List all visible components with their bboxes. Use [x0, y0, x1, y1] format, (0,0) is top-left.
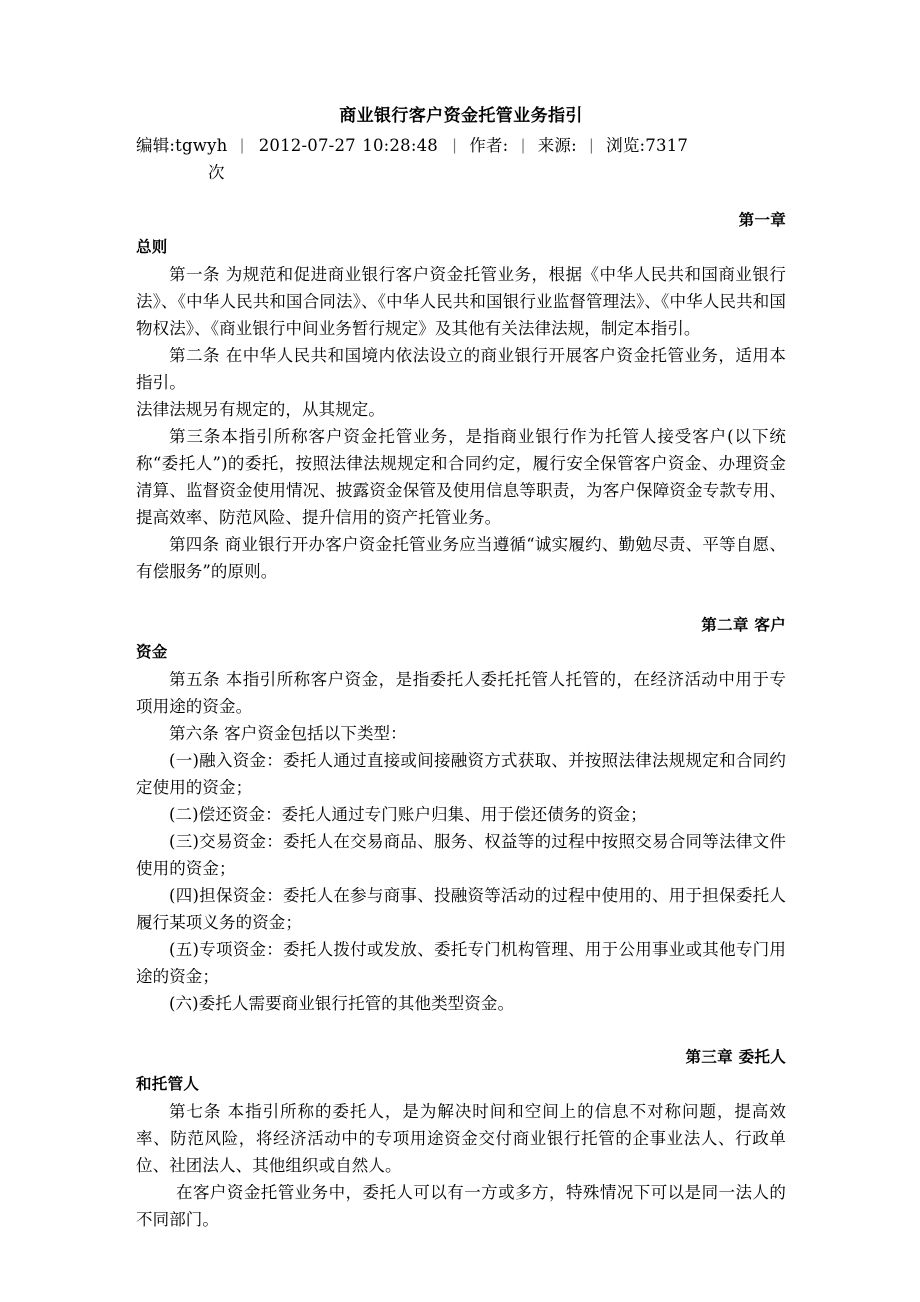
- meta-separator-2: |: [452, 136, 458, 154]
- chapter-1-title-right: 第一章: [738, 211, 786, 229]
- chapter-2-title-left: 资金: [136, 643, 168, 661]
- paragraph: 在客户资金托管业务中，委托人可以有一方或多方，特殊情况下可以是同一法人的不同部门。: [136, 1183, 786, 1229]
- page-title: 商业银行客户资金托管业务指引: [339, 106, 583, 126]
- document-content: [136, 103, 786, 1233]
- list-item: (一)融入资金：委托人通过直接或间接融资方式获取、并按照法律法规规定和合同约定使用的资金；: [136, 751, 786, 797]
- list-item: (二)偿还资金：委托人通过专门账户归集、用于偿还债务的资金；: [169, 805, 647, 824]
- chapter-heading-3: [136, 1044, 786, 1098]
- meta-source: 来源:: [537, 136, 577, 155]
- paragraph: 第三条本指引所称客户资金托管业务，是指商业银行作为托管人接受客户(以下统称“委托人”)的委托，按照法律法规规定和合同约定，履行安全保管客户资金、办理资金清算、监督资金使用情况、披露资金保管及使用信息等职责，为客户保障资金专款专用、提高效率、防范风险、提升信用的资产托管业务。: [136, 427, 786, 527]
- paragraph: 法律法规另有规定的，从其规定。: [136, 400, 385, 419]
- chapter-3-title-right: 第三章 委托人: [685, 1048, 786, 1066]
- list-item: (五)专项资金：委托人拨付或发放、委托专门机构管理、用于公用事业或其他专门用途的资金；: [136, 940, 786, 986]
- meta-separator-1: |: [239, 136, 245, 154]
- meta-separator-4: |: [588, 136, 595, 154]
- meta-views: 浏览:7317: [606, 136, 689, 155]
- meta-views-unit: 次: [208, 163, 225, 182]
- paragraph: 第二条 在中华人民共和国境内依法设立的商业银行开展客户资金托管业务，适用本指引。: [136, 346, 786, 392]
- paragraph: 第一条 为规范和促进商业银行客户资金托管业务，根据《中华人民共和国商业银行法》、《中华人民共和国合同法》、《中华人民共和国银行业监督管理法》、《中华人民共和国物权法》、《商业银行中间业务暂行规定》及其他有关法律法规，制定本指引。: [136, 265, 786, 338]
- document-meta: [136, 132, 786, 186]
- paragraph: 第五条 本指引所称客户资金，是指委托人委托托管人托管的，在经济活动中用于专项用途的资金。: [136, 670, 786, 716]
- paragraph: 第四条 商业银行开办客户资金托管业务应当遵循“诚实履约、勤勉尽责、平等自愿、有偿服务”的原则。: [136, 535, 786, 581]
- chapter-heading-2: [136, 612, 786, 666]
- chapter-2-title-right: 第二章 客户: [701, 616, 786, 634]
- meta-editor: 编辑:tgwyh: [136, 136, 228, 155]
- chapter-1-title-left: 总则: [136, 238, 168, 256]
- meta-datetime: 2012-07-27 10:28:48: [258, 136, 438, 155]
- list-item: (六)委托人需要商业银行托管的其他类型资金。: [169, 994, 515, 1013]
- list-item: (四)担保资金：委托人在参与商事、投融资等活动的过程中使用的、用于担保委托人履行某项义务的资金；: [136, 886, 786, 932]
- chapter-heading-1: [136, 207, 786, 261]
- meta-separator-3: |: [520, 136, 526, 154]
- paragraph: 第六条 客户资金包括以下类型：: [169, 724, 407, 743]
- chapter-3-title-left: 和托管人: [136, 1075, 200, 1093]
- paragraph: 第七条 本指引所称的委托人，是为解决时间和空间上的信息不对称问题，提高效率、防范风险，将经济活动中的专项用途资金交付商业银行托管的企事业法人、行政单位、社团法人、其他组织或自然人。: [136, 1102, 786, 1175]
- list-item: (三)交易资金：委托人在交易商品、服务、权益等的过程中按照交易合同等法律文件使用的资金；: [136, 832, 786, 878]
- meta-author: 作者:: [469, 136, 509, 155]
